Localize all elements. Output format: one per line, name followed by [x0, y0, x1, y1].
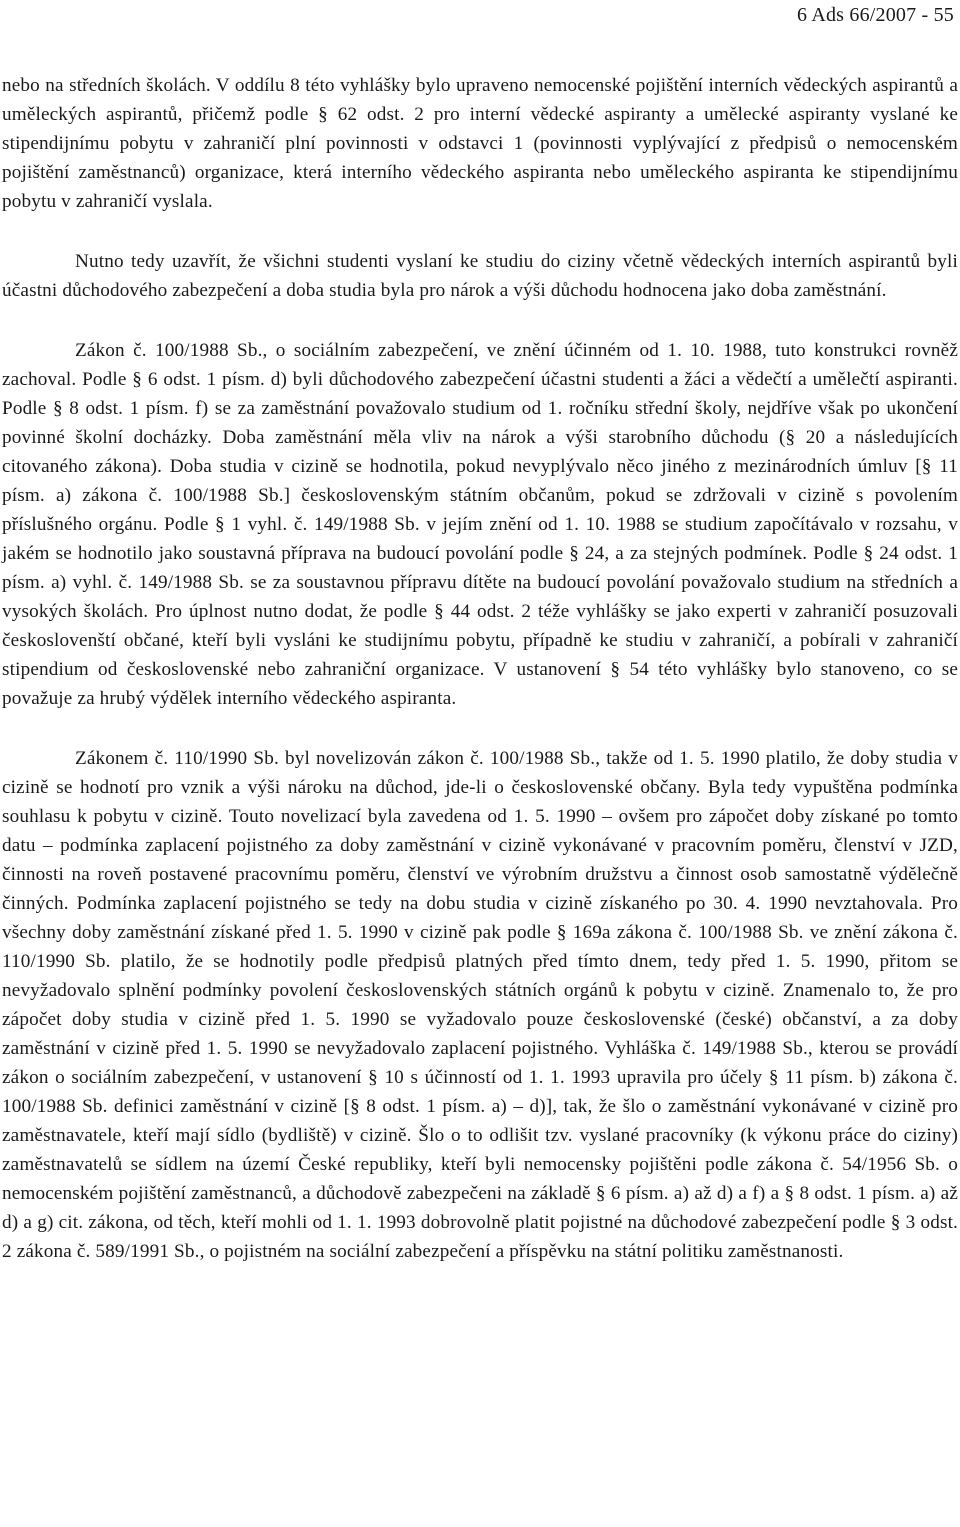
- paragraph-conclusion: Nutno tedy uzavřít, že všichni studenti vyslaní ke studiu do ciziny včetně vědeckých interních aspirantů byli účastni důchodového zabezpečení a doba studia byla pro nárok a výši důchodu hodnocena jako doba zaměstnání.: [2, 251, 958, 301]
- paragraph-continuation: nebo na středních školách. V oddílu 8 této vyhlášky bylo upraveno nemocenské pojištění interních vědeckých aspirantů a uměleckých aspirantů, přičemž podle § 62 odst. 2 pro interní vědecké aspiranty a umělecké aspiranty vyslané ke stipendijnímu pobytu v zahraničí plní povinnosti v odstavci 1 (povinnosti vyplývající z předpisů o nemocenském pojištění zaměstnanců) organizace, která interního vědeckého aspiranta nebo uměleckého aspiranta ke stipendijnímu pobytu v zahraničí vyslala.: [2, 75, 958, 212]
- paragraph-zakon-110-1990: Zákonem č. 110/1990 Sb. byl novelizován zákon č. 100/1988 Sb., takže od 1. 5. 1990 platilo, že doby studia v cizině se hodnotí pro vznik a výši nároku na důchod, jde-li o československé občany. Byla tedy vypuštěna podmínka souhlasu k pobytu v cizině. Touto novelizací byla zavedena od 1. 5. 1990 – ovšem pro zápočet doby získané po tomto datu – podmínka zaplacení pojistného za doby zaměstnání v cizině vykonávané v pracovním poměru, členství v JZD, činnosti na roveň postavené pracovnímu poměru, členství ve výrobním družstvu a činnost osob samostatně výdělečně činných. Podmínka zaplacení pojistného se tedy na dobu studia v cizině získaného po 30. 4. 1990 nevztahovala. Pro všechny doby zaměstnání získané před 1. 5. 1990 v cizině pak podle § 169a zákona č. 100/1988 Sb. ve znění zákona č. 110/1990 Sb. platilo, že se hodnotily podle předpisů platných před tímto dnem, tedy před 1. 5. 1990, přitom se nevyžadovalo splnění podmínky povolení československých státních orgánů k pobytu v cizině. Znamenalo to, že pro zápočet doby studia v cizině před 1. 5. 1990 se vyžadovalo pouze československé (české) občanství, a za doby zaměstnání v cizině před 1. 5. 1990 se nevyžadovalo zaplacení pojistného. Vyhláška č. 149/1988 Sb., kterou se provádí zákon o sociálním zabezpečení, v ustanovení § 10 s účinností od 1. 1. 1993 upravila pro účely § 11 písm. b) zákona č. 100/1988 Sb. definici zaměstnání v cizině [§ 8 odst. 1 písm. a) – d)], tak, že šlo o zaměstnání vykonávané v cizině pro zaměstnavatele, kteří mají sídlo (bydliště) v cizině. Šlo o to odlišit tzv. vyslané pracovníky (k výkonu práce do ciziny) zaměstnavatelů se sídlem na území České republiky, kteří byli nemocensky pojištěni podle zákona č. 54/1956 Sb. o nemocenském pojištění zaměstnanců, a důchodově zabezpečeni na základě § 6 písm. a) až d) a f) a § 8 odst. 1 písm. a) až d) a g) cit. zákona, od těch, kteří mohli od 1. 1. 1993 dobrovolně platit pojistné na důchodové zabezpečení podle § 3 odst. 2 zákona č. 589/1991 Sb., o pojistném na sociální zabezpečení a příspěvku na státní politiku zaměstnanosti.: [2, 748, 958, 1262]
- document-body: [2, 71, 958, 1297]
- paragraph-zakon-100-1988: Zákon č. 100/1988 Sb., o sociálním zabezpečení, ve znění účinném od 1. 10. 1988, tuto konstrukci rovněž zachoval. Podle § 6 odst. 1 písm. d) byli důchodového zabezpečení účastni studenti a žáci a vědečtí a umělečtí aspiranti. Podle § 8 odst. 1 písm. f) se za zaměstnání považovalo studium od 1. ročníku střední školy, nejdříve však po ukončení povinné školní docházky. Doba zaměstnání měla vliv na nárok a výši starobního důchodu (§ 20 a následujících citovaného zákona). Doba studia v cizině se hodnotila, pokud nevyplývalo něco jiného z mezinárodních úmluv [§ 11 písm. a) zákona č. 100/1988 Sb.] československým státním občanům, pokud se zdržovali v cizině s povolením příslušného orgánu. Podle § 1 vyhl. č. 149/1988 Sb. v jejím znění od 1. 10. 1988 se studium započítávalo v rozsahu, v jakém se hodnotilo jako soustavná příprava na budoucí povolání podle § 24, a za stejných podmínek. Podle § 24 odst. 1 písm. a) vyhl. č. 149/1988 Sb. se za soustavnou přípravu dítěte na budoucí povolání považovalo studium na středních a vysokých školách. Pro úplnost nutno dodat, že podle § 44 odst. 2 téže vyhlášky se jako experti v zahraničí posuzovali českoslovenští občané, kteří byli vysláni ke studijnímu pobytu, případně ke studiu v zahraničí, a pobírali v zahraničí stipendium od československé nebo zahraniční organizace. V ustanovení § 54 této vyhlášky bylo stanoveno, co se považuje za hrubý výdělek interního vědeckého aspiranta.: [2, 340, 958, 709]
- page-header-case-number: 6 Ads 66/2007 - 55: [797, 4, 954, 26]
